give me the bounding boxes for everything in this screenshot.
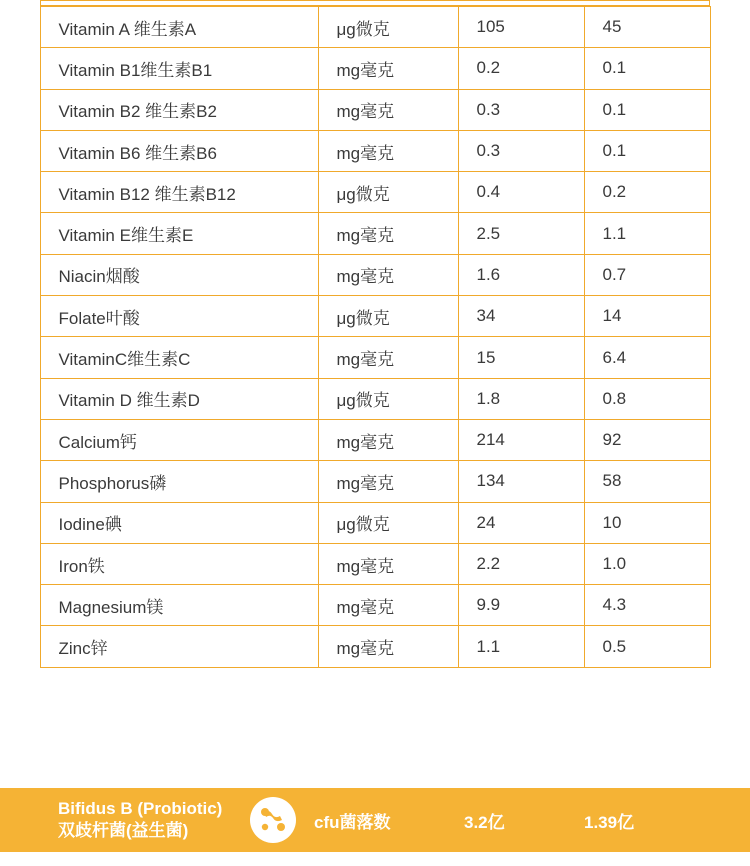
nutrient-value-2: 0.1 bbox=[584, 89, 710, 130]
table-row bbox=[40, 130, 710, 171]
table-row bbox=[40, 543, 710, 584]
nutrient-value-2: 1.1 bbox=[584, 213, 710, 254]
table-row bbox=[40, 213, 710, 254]
table-row bbox=[40, 337, 710, 378]
nutrient-unit: mg毫克 bbox=[318, 48, 458, 89]
nutrient-value-2: 1.0 bbox=[584, 543, 710, 584]
nutrient-value-2: 4.3 bbox=[584, 585, 710, 626]
nutrient-name: Vitamin A 维生素A bbox=[40, 7, 318, 48]
table-row bbox=[40, 626, 710, 667]
nutrient-unit: μg微克 bbox=[318, 296, 458, 337]
table-row bbox=[40, 585, 710, 626]
table-row bbox=[40, 48, 710, 89]
nutrient-value-1: 0.2 bbox=[458, 48, 584, 89]
nutrient-value-2: 10 bbox=[584, 502, 710, 543]
probiotic-value-2: 1.39亿 bbox=[584, 812, 635, 832]
probiotic-value-1: 3.2亿 bbox=[464, 812, 505, 832]
probiotic-icon bbox=[250, 797, 296, 843]
nutrient-unit: mg毫克 bbox=[318, 626, 458, 667]
table-row bbox=[40, 254, 710, 295]
nutrient-name: Vitamin B6 维生素B6 bbox=[40, 130, 318, 171]
nutrient-value-1: 0.3 bbox=[458, 89, 584, 130]
nutrient-name: Magnesium镁 bbox=[40, 585, 318, 626]
nutrient-name: Iodine碘 bbox=[40, 502, 318, 543]
table-row bbox=[40, 89, 710, 130]
nutrient-value-2: 0.2 bbox=[584, 172, 710, 213]
nutrient-value-2: 0.5 bbox=[584, 626, 710, 667]
nutrient-unit: μg微克 bbox=[318, 7, 458, 48]
nutrient-unit: mg毫克 bbox=[318, 419, 458, 460]
nutrient-unit: μg微克 bbox=[318, 502, 458, 543]
nutrient-name: Zinc锌 bbox=[40, 626, 318, 667]
nutrient-value-1: 2.2 bbox=[458, 543, 584, 584]
nutrient-value-2: 14 bbox=[584, 296, 710, 337]
nutrient-unit: mg毫克 bbox=[318, 254, 458, 295]
nutrient-name: Vitamin B2 维生素B2 bbox=[40, 89, 318, 130]
nutrient-name: Niacin烟酸 bbox=[40, 254, 318, 295]
table-row bbox=[40, 419, 710, 460]
nutrient-value-1: 0.3 bbox=[458, 130, 584, 171]
table-row bbox=[40, 502, 710, 543]
nutrient-value-2: 0.7 bbox=[584, 254, 710, 295]
nutrient-unit: mg毫克 bbox=[318, 337, 458, 378]
nutrient-name: Iron铁 bbox=[40, 543, 318, 584]
nutrient-value-2: 0.1 bbox=[584, 130, 710, 171]
nutrient-value-2: 6.4 bbox=[584, 337, 710, 378]
nutrient-unit: mg毫克 bbox=[318, 461, 458, 502]
nutrient-unit: mg毫克 bbox=[318, 543, 458, 584]
probiotic-name-en: Bifidus B (Probiotic) bbox=[58, 799, 223, 819]
table-row bbox=[40, 296, 710, 337]
nutrient-name: Vitamin E维生素E bbox=[40, 213, 318, 254]
nutrient-unit: μg微克 bbox=[318, 172, 458, 213]
probiotic-name bbox=[0, 798, 250, 842]
nutrient-name: Calcium钙 bbox=[40, 419, 318, 460]
nutrient-value-1: 9.9 bbox=[458, 585, 584, 626]
nutrient-value-1: 214 bbox=[458, 419, 584, 460]
table-row bbox=[40, 172, 710, 213]
nutrient-value-2: 92 bbox=[584, 419, 710, 460]
nutrient-value-1: 24 bbox=[458, 502, 584, 543]
probiotic-unit: cfu菌落数 bbox=[314, 812, 391, 832]
nutrition-table-body bbox=[40, 7, 710, 668]
nutrient-value-1: 1.6 bbox=[458, 254, 584, 295]
nutrient-name: Phosphorus磷 bbox=[40, 461, 318, 502]
nutrient-value-1: 2.5 bbox=[458, 213, 584, 254]
nutrient-value-1: 34 bbox=[458, 296, 584, 337]
nutrient-name: Vitamin D 维生素D bbox=[40, 378, 318, 419]
nutrient-value-1: 105 bbox=[458, 7, 584, 48]
nutrient-value-1: 134 bbox=[458, 461, 584, 502]
nutrient-value-1: 1.8 bbox=[458, 378, 584, 419]
table-row bbox=[40, 461, 710, 502]
nutrient-value-1: 0.4 bbox=[458, 172, 584, 213]
nutrient-value-1: 1.1 bbox=[458, 626, 584, 667]
table-row bbox=[40, 378, 710, 419]
nutrient-name: Vitamin B12 维生素B12 bbox=[40, 172, 318, 213]
nutrient-unit: mg毫克 bbox=[318, 213, 458, 254]
probiotic-name-cn: 双歧杆菌(益生菌) bbox=[58, 821, 189, 840]
nutrient-unit: mg毫克 bbox=[318, 130, 458, 171]
nutrient-name: Folate叶酸 bbox=[40, 296, 318, 337]
nutrient-value-1: 15 bbox=[458, 337, 584, 378]
nutrient-name: Vitamin B1维生素B1 bbox=[40, 48, 318, 89]
nutrient-value-2: 45 bbox=[584, 7, 710, 48]
nutrient-unit: μg微克 bbox=[318, 378, 458, 419]
nutrient-value-2: 0.1 bbox=[584, 48, 710, 89]
nutrient-unit: mg毫克 bbox=[318, 585, 458, 626]
nutrient-value-2: 0.8 bbox=[584, 378, 710, 419]
nutrient-value-2: 58 bbox=[584, 461, 710, 502]
nutrient-name: VitaminC维生素C bbox=[40, 337, 318, 378]
nutrition-table bbox=[40, 6, 711, 668]
table-row bbox=[40, 7, 710, 48]
nutrient-unit: mg毫克 bbox=[318, 89, 458, 130]
probiotic-highlight-row bbox=[0, 788, 750, 852]
